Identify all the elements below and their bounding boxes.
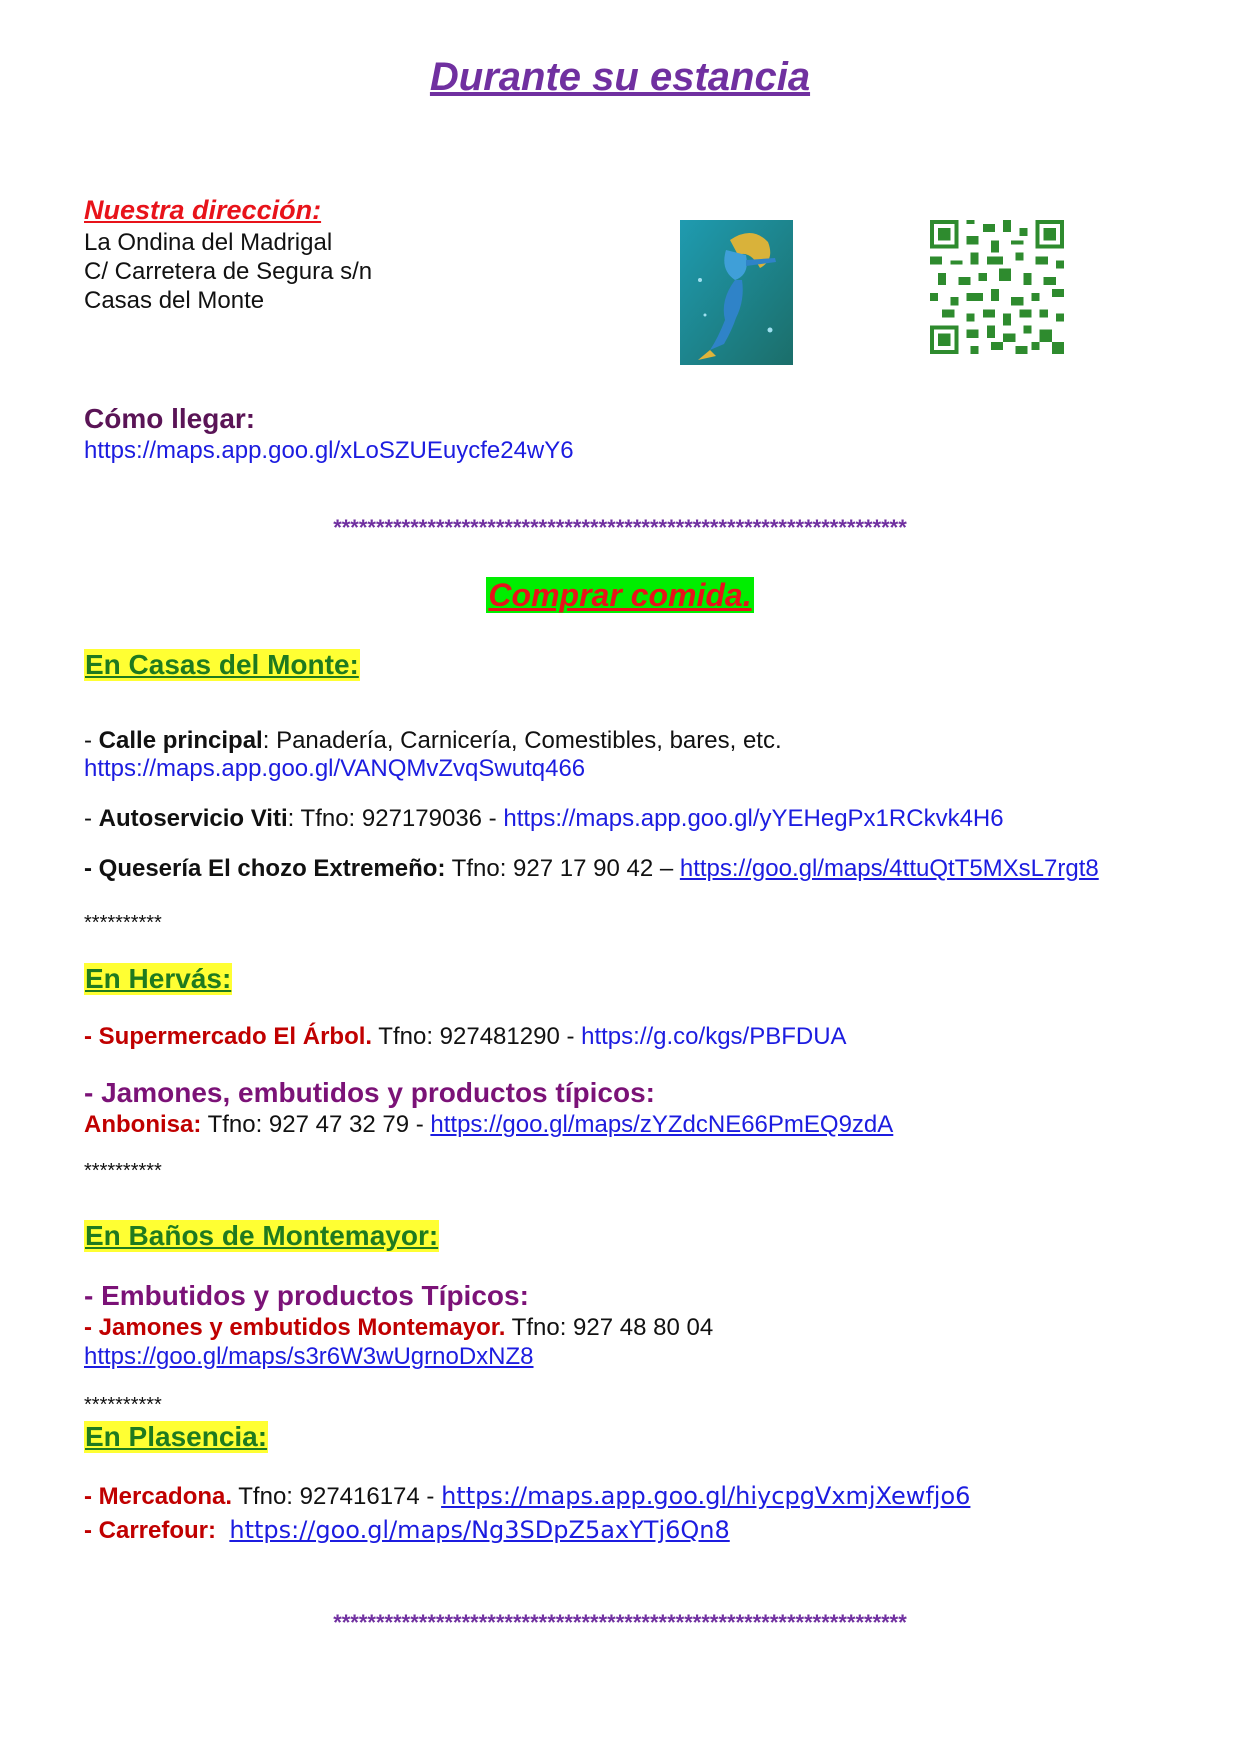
address-heading: Nuestra dirección: <box>84 195 322 225</box>
embutidos-heading: - Embutidos y productos Típicos: <box>84 1280 529 1311</box>
divider-short: ********** <box>84 1160 162 1182</box>
list-item <box>84 1482 970 1511</box>
viti-link[interactable]: https://maps.app.goo.gl/yYEHegPx1RCkvk4H6 <box>503 805 1004 832</box>
directions-heading: Cómo llegar: <box>84 403 256 434</box>
section-banos-de-montemayor: En Baños de Montemayor: <box>85 1220 439 1251</box>
list-item <box>84 805 1004 833</box>
item-name: - Carrefour: <box>84 1517 217 1544</box>
address-line: Casas del Monte <box>84 287 265 314</box>
section-casas-del-monte: En Casas del Monte: <box>85 649 359 680</box>
item-name: Autoservicio Viti <box>98 805 288 832</box>
item-name: - Quesería El chozo Extremeño: <box>84 855 446 882</box>
queseria-link[interactable]: https://goo.gl/maps/4ttuQtT5MXsL7rgt8 <box>679 855 1099 882</box>
list-item <box>84 1516 730 1545</box>
address-line: C/ Carretera de Segura s/n <box>84 258 373 285</box>
comprar-label: Comprar comida. <box>488 577 752 613</box>
qr-code[interactable] <box>930 220 1064 354</box>
item-text: Tfno: 927 47 32 79 - <box>201 1111 431 1138</box>
list-item <box>84 855 1099 883</box>
carrefour-link[interactable]: https://goo.gl/maps/Ng3SDpZ5axYTj6Qn8 <box>229 1516 730 1544</box>
anbonisa-link[interactable]: https://goo.gl/maps/zYZdcNE66PmEQ9zdA <box>430 1111 894 1138</box>
divider: ******************************************************************* <box>333 1610 907 1635</box>
item-prefix: - <box>84 805 99 832</box>
supermercado-link[interactable]: https://g.co/kgs/PBFDUA <box>581 1023 847 1050</box>
list-item <box>84 1314 713 1342</box>
item-prefix: - <box>84 727 99 754</box>
comprar-heading <box>0 577 1240 614</box>
item-text: Tfno: 927416174 - <box>232 1483 442 1510</box>
calle-link[interactable]: https://maps.app.goo.gl/VANQMvZvqSwutq466 <box>84 755 586 782</box>
item-name: Calle principal <box>98 727 263 754</box>
divider-short: ********** <box>84 912 162 934</box>
item-text: Tfno: 927 17 90 42 – <box>445 855 680 882</box>
address-line: La Ondina del Madrigal <box>84 229 333 256</box>
mercadona-link[interactable]: https://maps.app.goo.gl/hiycpgVxmjXewfjo6 <box>441 1482 971 1510</box>
item-name: - Mercadona. <box>84 1483 233 1510</box>
list-item <box>84 1111 893 1139</box>
item-name: - Supermercado El Árbol. <box>84 1023 373 1050</box>
jamones-link-text[interactable]: https://goo.gl/maps/s3r6W3wUgrnoDxNZ8 <box>84 1343 534 1370</box>
directions-link[interactable]: https://maps.app.goo.gl/xLoSZUEuycfe24wY6 <box>84 437 574 464</box>
item-text: Tfno: 927481290 - <box>372 1023 582 1050</box>
mermaid-illustration <box>680 220 793 365</box>
list-item <box>84 1023 847 1051</box>
divider-short: ********** <box>84 1394 162 1416</box>
jamones-heading: - Jamones, embutidos y productos típicos: <box>84 1077 655 1108</box>
section-plasencia: En Plasencia: <box>85 1421 268 1452</box>
page-title: Durante su estancia <box>429 55 811 99</box>
item-name: Anbonisa: <box>84 1111 202 1138</box>
jamones-link[interactable] <box>84 1343 534 1371</box>
item-text: Tfno: 927 48 80 04 <box>505 1314 714 1341</box>
divider: ******************************************************************* <box>333 515 907 540</box>
item-name: - Jamones y embutidos Montemayor. <box>84 1314 506 1341</box>
list-item <box>84 727 782 755</box>
section-hervas: En Hervás: <box>85 963 232 994</box>
item-text: : Tfno: 927179036 - <box>287 805 504 832</box>
item-text: : Panadería, Carnicería, Comestibles, bares, etc. <box>262 727 782 754</box>
